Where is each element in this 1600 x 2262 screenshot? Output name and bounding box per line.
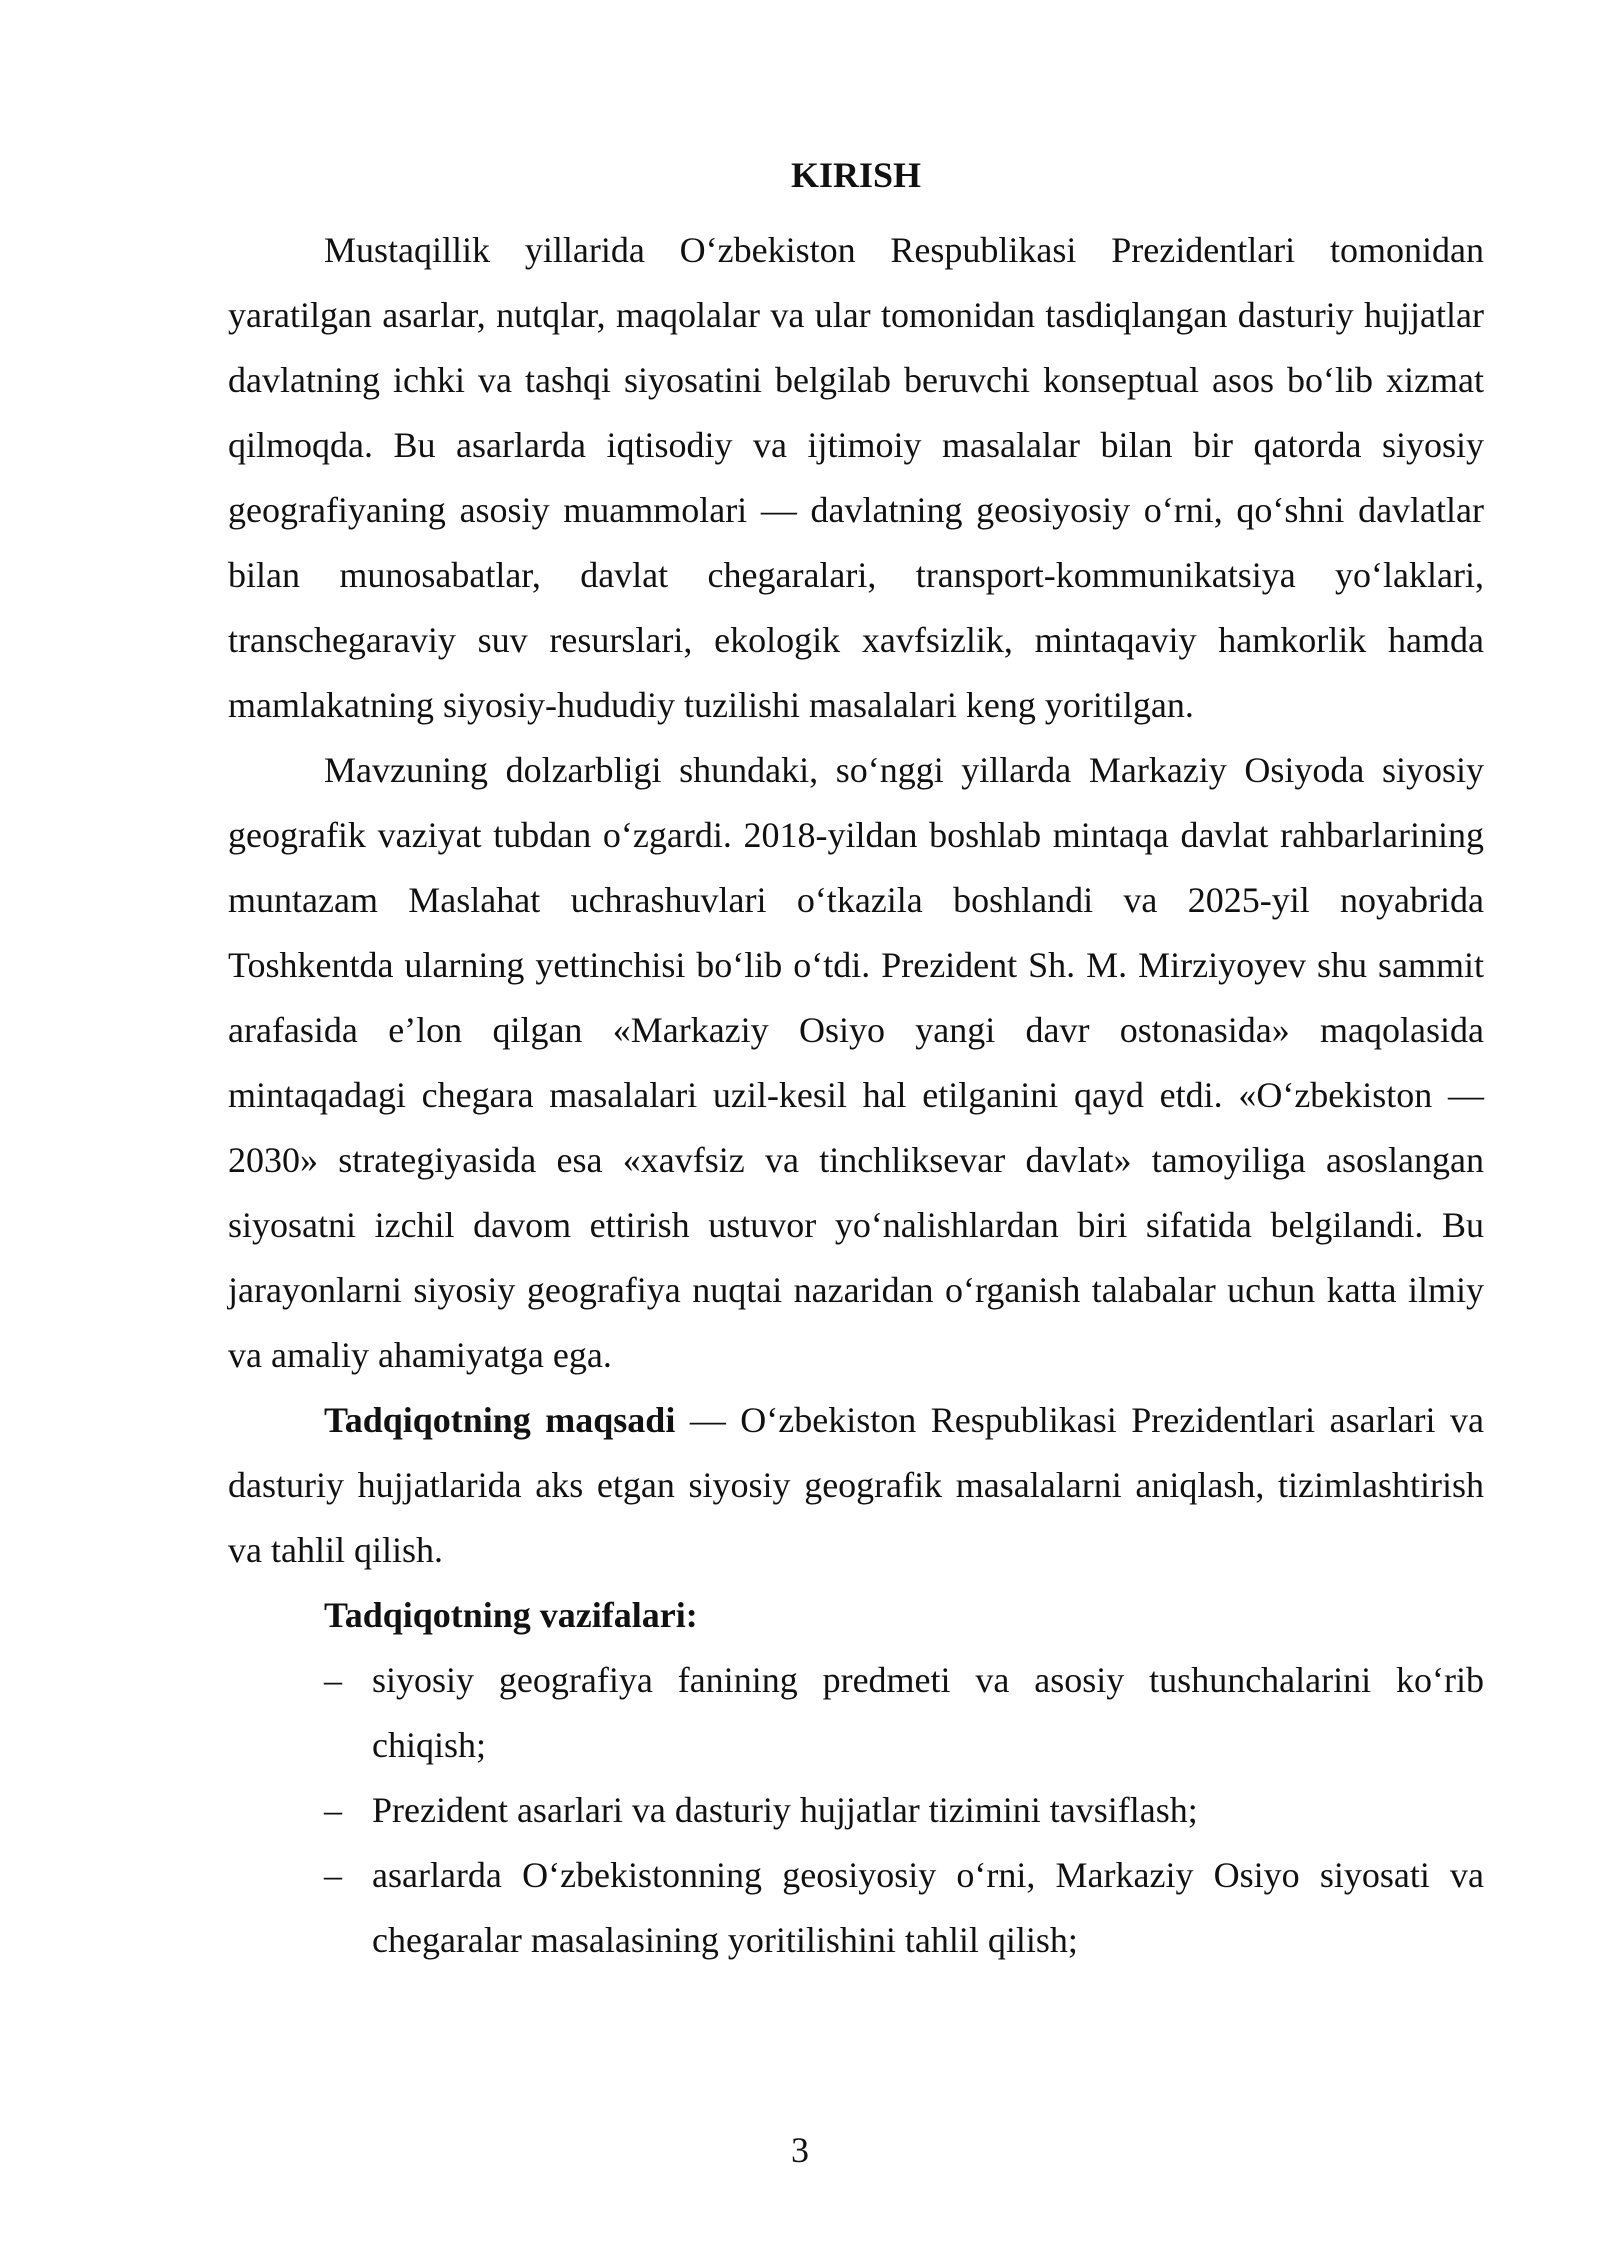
list-item (228, 1843, 1484, 1973)
intro-paragraph-2: Mavzuning dolzarbligi shundaki, so‘nggi yillarda Markaziy Osiyoda siyosiy geografik vaziyat tubdan o‘zgardi. 2018-yildan boshlab mintaqa davlat rahbarlarining muntazam Maslahat uchrashuvlari o‘tkazila boshlandi va 2025-yil noyabrida Toshkentda ularning yettinchisi bo‘lib o‘tdi. Prezident Sh. M. Mirziyoyev shu sammit arafasida e’lon qilgan «Markaziy Osiyo yangi davr ostonasida» maqolasida mintaqadagi chegara masalalari uzil-kesil hal etilganini qayd etdi. «O‘zbekiston — 2030» strategiyasida esa «xavfsiz va tinchliksevar davlat» tamoyiliga asoslangan siyosatni izchil davom ettirish ustuvor yo‘nalishlardan biri sifatida belgilandi. Bu jarayonlarni siyosiy geografiya nuqtai nazaridan o‘rganish talabalar uchun katta ilmiy va amaliy ahamiyatga ega. (228, 750, 1484, 1375)
goal-paragraph (228, 1388, 1484, 1583)
dash-bullet: – (324, 1660, 342, 1700)
section-title: KIRISH (790, 155, 922, 195)
task-text: siyosiy geografiya fanining predmeti va asosiy tushunchalarini ko‘rib chiqish; (372, 1660, 1484, 1765)
intro-paragraph-1: Mustaqillik yillarida O‘zbekiston Respublikasi Prezidentlari tomonidan yaratilgan asarlar, nutqlar, maqolalar va ular tomonidan tasdiqlangan dasturiy hujjatlar davlatning ichki va tashqi siyosatini belgilab beruvchi konseptual asos bo‘lib xizmat qilmoqda. Bu asarlarda iqtisodiy va ijtimoiy masalalar bilan bir qatorda siyosiy geografiyaning asosiy muammolari — davlatning geosiyosiy o‘rni, qo‘shni davlatlar bilan munosabatlar, davlat chegaralari, transport-kommunikatsiya yo‘laklari, transchegaraviy suv resurslari, ekologik xavfsizlik, mintaqaviy hamkorlik hamda mamlakatning siyosiy-hududiy tuzilishi masalalari keng yoritilgan. (228, 230, 1484, 725)
task-text: Prezident asarlari va dasturiy hujjatlar tizimini tavsiflash; (372, 1790, 1198, 1830)
list-item (228, 1648, 1484, 1778)
goal-text: — O‘zbekiston Respublikasi Prezidentlari asarlari va dasturiy hujjatlarida aks etgan siyosiy geografik masalalarni aniqlash, tizimlashtirish va tahlil qilish. (228, 1400, 1484, 1570)
tasks-list (228, 1648, 1484, 1973)
tasks-heading: Tadqiqotning vazifalari: (324, 1595, 698, 1635)
page-content (228, 148, 1484, 1973)
list-item (228, 1778, 1484, 1843)
page-number: 3 (791, 2130, 809, 2170)
dash-bullet: – (324, 1855, 342, 1895)
task-text: asarlarda O‘zbekistonning geosiyosiy o‘rni, Markaziy Osiyo siyosati va chegaralar masalasining yoritilishini tahlil qilish; (372, 1855, 1484, 1960)
dash-bullet: – (324, 1790, 342, 1830)
goal-label: Tadqiqotning maqsadi (324, 1400, 676, 1440)
